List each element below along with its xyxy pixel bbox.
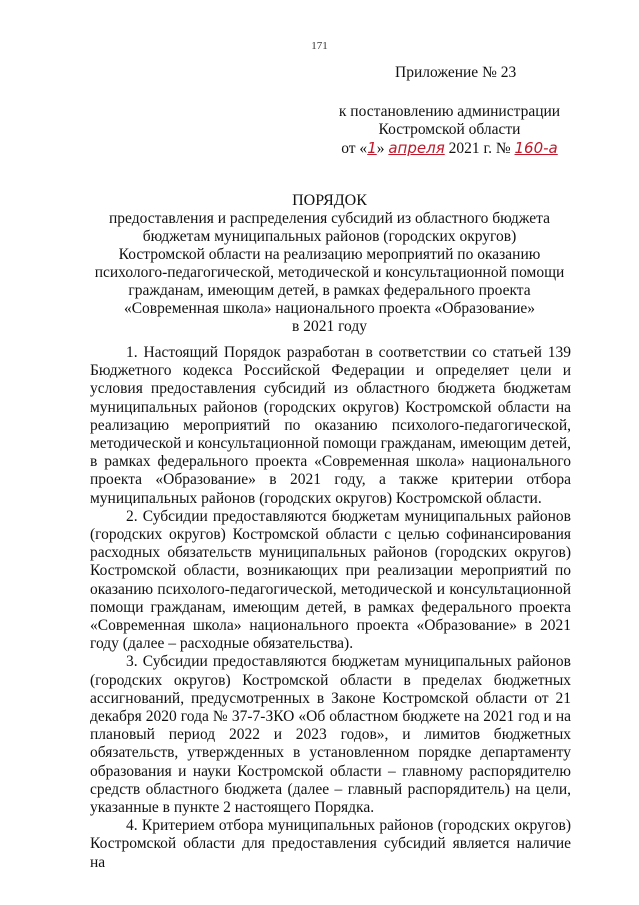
title-line: гражданам, имеющим детей, в рамках федерального проекта — [128, 282, 531, 299]
document-body — [90, 344, 571, 872]
title-line: психолого-педагогической, методической и консультационной помощи — [94, 264, 565, 281]
appendix-label: Приложение № 23 — [395, 64, 517, 81]
title-line: предоставления и распределения субсидий из областного бюджета — [108, 210, 551, 227]
date-prefix: от « — [341, 140, 368, 157]
handwritten-doc-number: 160-а — [514, 139, 558, 157]
page-number: 171 — [311, 40, 328, 52]
handwritten-month: апреля — [388, 139, 445, 157]
paragraph-4: 4. Критерием отбора муниципальных районов (городских округов) Костромской области для предоставления субсидий является наличие на — [90, 817, 571, 871]
date-year: 2021 г. № — [448, 140, 511, 157]
handwritten-day: 1 — [367, 139, 377, 157]
decree-line-2: Костромской области — [378, 121, 521, 138]
decree-line-1: к постановлению администрации — [338, 103, 561, 120]
paragraph-2: 2. Субсидии предоставляются бюджетам муниципальных районов (городских округов) Костромской области с целью софинансирования расходных обязательств муниципальных районов (городских округов) Костромской области, возникающих при реализации мероприятий по оказанию психолого-педагогической, методической и консультационной помощи гражданам, имеющим детей, в рамках федерального проекта «Современная школа» национального проекта «Образование» в 2021 году (далее – расходные обязательства). — [90, 507, 571, 653]
title-line: «Современная школа» национального проекта «Образование» — [123, 300, 536, 317]
paragraph-1: 1. Настоящий Порядок разработан в соответствии со статьей 139 Бюджетного кодекса Российской Федерации и определяет цели и условия предоставления субсидий из областного бюджета бюджетам муниципальных районов (городских округов) Костромской области на реализацию мероприятий по оказанию психолого-педагогической, методической и консультационной помощи гражданам, имеющим детей, в рамках федерального проекта «Современная школа» национального проекта «Образование» в 2021 году, а также критерии отбора муниципальных районов (городских округов) Костромской области. — [90, 344, 571, 507]
title-line: бюджетам муниципальных районов (городских округов) — [142, 228, 517, 245]
title-line: Костромской области на реализацию мероприятий по оказанию — [118, 246, 541, 263]
title-line: в 2021 году — [292, 318, 367, 335]
decree-date-line — [318, 139, 581, 158]
title-heading: ПОРЯДОК — [292, 192, 367, 209]
date-mid: » — [376, 140, 385, 157]
paragraph-3: 3. Субсидии предоставляются бюджетам муниципальных районов (городских округов) Костромской области в пределах бюджетных ассигнований, предусмотренных в Законе Костромской области от 21 декабря 2020 года № 37-7-ЗКО «Об областном бюджете на 2021 год и на плановый период 2022 и 2023 годов», и лимитов бюджетных обязательств, утвержденных в установленном порядке департаменту образования и науки Костромской области – главному распорядителю средств областного бюджета (далее – главный распорядитель) на цели, указанные в пункте 2 настоящего Порядка. — [90, 653, 571, 817]
document-title — [60, 192, 599, 336]
decree-reference — [318, 103, 581, 158]
